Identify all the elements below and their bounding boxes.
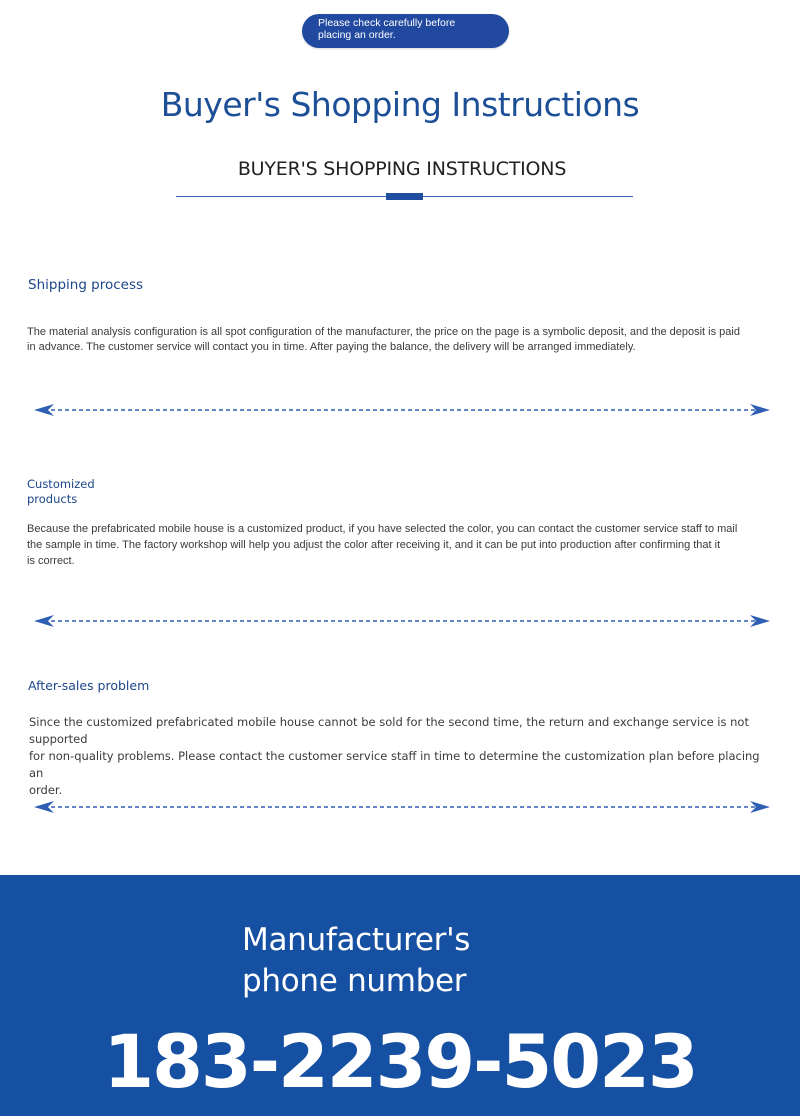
body-line: is correct. xyxy=(27,555,75,567)
body-line: Since the customized prefabricated mobile house cannot be sold for the second time, the return and exchange service is not supported xyxy=(29,715,749,746)
dashed-arrow-divider xyxy=(34,402,770,418)
body-line: order. xyxy=(29,783,63,797)
title-underline-accent xyxy=(386,193,423,200)
phone-label xyxy=(242,920,470,1002)
phone-label-line: phone number xyxy=(242,963,467,999)
phone-label-line: Manufacturer's xyxy=(242,922,471,958)
heading-line: products xyxy=(27,492,78,506)
body-line: the sample in time. The factory workshop will help you adjust the color after receiving it, and it can be put into production after confirming that it xyxy=(27,539,721,551)
dashed-arrow-divider xyxy=(34,799,770,815)
order-notice-badge xyxy=(302,14,509,48)
section-heading-customized-products xyxy=(27,477,95,507)
body-line: The material analysis configuration is all spot configuration of the manufacturer, the price on the page is a symbolic deposit, and the deposit is paid xyxy=(27,326,740,338)
phone-number: 183-2239-5023 xyxy=(103,1020,697,1105)
section-body-after-sales-problem xyxy=(29,714,764,799)
dashed-arrow-divider xyxy=(34,613,770,629)
section-heading-after-sales-problem: After-sales problem xyxy=(28,678,150,693)
section-heading-shipping-process: Shipping process xyxy=(28,277,144,293)
body-line: for non-quality problems. Please contact the customer service staff in time to determine the customization plan before placing an xyxy=(29,749,760,780)
section-body-customized-products xyxy=(27,521,769,569)
body-line: Because the prefabricated mobile house is a customized product, if you have selected the color, you can contact the customer service staff to mail xyxy=(27,523,738,535)
notice-line-1: Please check carefully before xyxy=(318,17,456,29)
page-title: Buyer's Shopping Instructions xyxy=(160,85,640,124)
section-body-shipping-process xyxy=(27,325,769,355)
notice-line-2: placing an order. xyxy=(318,29,396,41)
page-subtitle: BUYER'S SHOPPING INSTRUCTIONS xyxy=(237,158,567,180)
heading-line: Customized xyxy=(27,477,95,491)
body-line: in advance. The customer service will contact you in time. After paying the balance, the delivery will be arranged immediately. xyxy=(27,341,636,353)
